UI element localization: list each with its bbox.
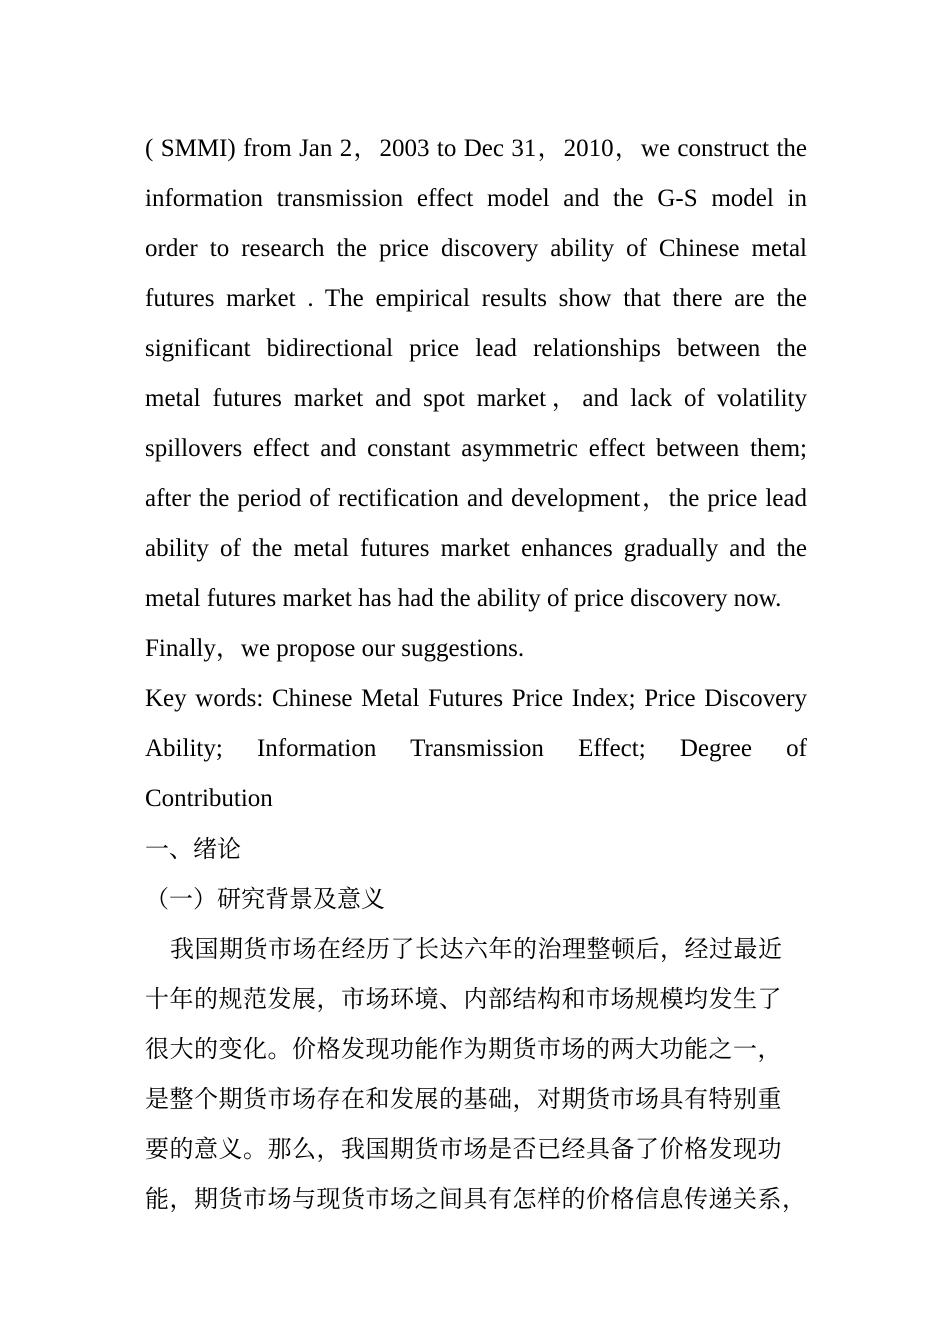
abstract-line: metal futures market and spot market，and lack of volatility — [145, 385, 807, 412]
body-line: 很大的变化。价格发现功能作为期货市场的两大功能之一， — [145, 1035, 782, 1063]
keywords-line: Ability; Information Transmission Effect; Degree of — [145, 735, 807, 762]
keywords-line: Key words: Chinese Metal Futures Price Index; Price Discovery — [145, 685, 807, 712]
body-line: 十年的规范发展，市场环境、内部结构和市场规模均发生了 — [145, 985, 782, 1013]
abstract-line: metal futures market has had the ability of price discovery now. — [145, 585, 782, 612]
body-line: 要的意义。那么，我国期货市场是否已经具备了价格发现功 — [145, 1135, 782, 1163]
keywords-line: Contribution — [145, 785, 273, 812]
abstract-line: ability of the metal futures market enhances gradually and the — [145, 535, 807, 562]
abstract-english — [145, 124, 807, 674]
body-paragraph-chinese — [145, 924, 807, 1224]
abstract-line: spillovers effect and constant asymmetric effect between them; — [145, 435, 807, 462]
body-line: 能，期货市场与现货市场之间具有怎样的价格信息传递关系， — [145, 1185, 807, 1213]
abstract-line: after the period of rectification and development，the price lead — [145, 485, 807, 512]
abstract-line: order to research the price discovery ability of Chinese metal — [145, 235, 807, 262]
body-line: 我国期货市场在经历了长达六年的治理整顿后，经过最近 — [170, 935, 783, 963]
abstract-line: ( SMMI) from Jan 2，2003 to Dec 31，2010，we construct the — [145, 135, 807, 162]
abstract-line: futures market . The empirical results show that there are the — [145, 285, 807, 312]
abstract-line: Finally，we propose our suggestions. — [145, 635, 525, 662]
section-subheading: （一）研究背景及意义 — [145, 885, 385, 913]
keywords-block — [145, 674, 807, 824]
body-line: 是整个期货市场存在和发展的基础，对期货市场具有特别重 — [145, 1085, 782, 1113]
abstract-line: significant bidirectional price lead relationships between the — [145, 335, 807, 362]
page-content — [145, 124, 807, 1224]
section-heading: 一、绪论 — [145, 835, 241, 863]
abstract-line: information transmission effect model and the G-S model in — [145, 185, 807, 212]
